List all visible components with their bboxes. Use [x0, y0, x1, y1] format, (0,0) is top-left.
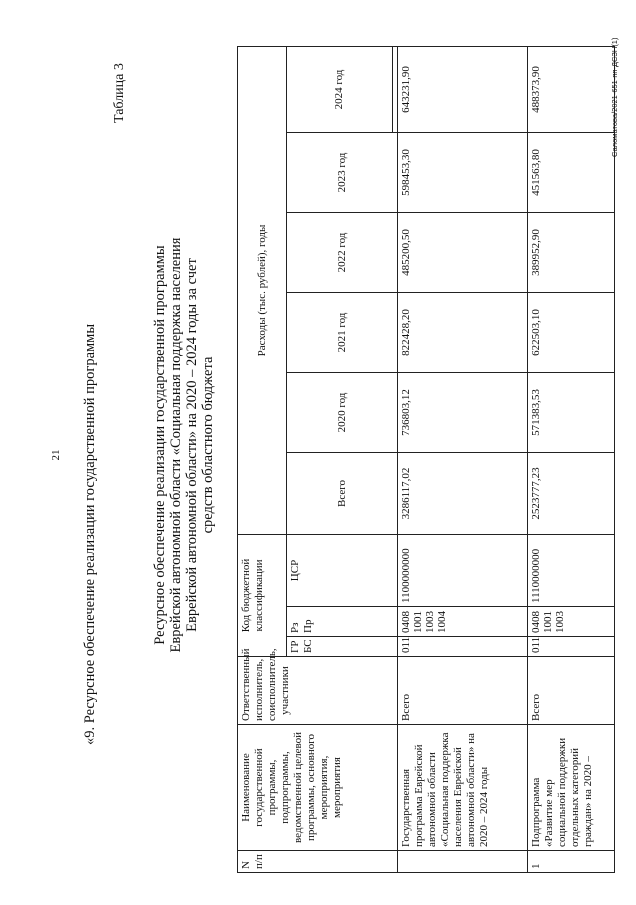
- table-row: [398, 46, 528, 872]
- row-2021: 822428,20: [398, 292, 528, 372]
- page-number: 21: [50, 449, 62, 461]
- header-rzpr: Рз Пр: [287, 607, 398, 637]
- row-2024: 488373,90: [528, 46, 615, 132]
- row-2021: 622503,10: [528, 292, 615, 372]
- header-name: Наименование государственной программы, подпрограммы, ведомственной целевой программы, основного мероприятия, мероприятия: [238, 725, 398, 851]
- header-executor: Ответственный исполнитель, соисполнитель, участники: [238, 657, 398, 725]
- row-2022: 389952,90: [528, 212, 615, 292]
- row-rzpr: [398, 607, 528, 637]
- row-csr: 1110000000: [528, 534, 615, 606]
- header-expenses: Расходы (тыс. рублей), годы: [238, 46, 287, 534]
- rzpr-code: 1001: [412, 611, 424, 633]
- rzpr-code: 0408: [400, 611, 412, 633]
- header-2023: 2023 год: [287, 132, 398, 212]
- row-csr: 1100000000: [398, 534, 528, 606]
- header-2020: 2020 год: [287, 372, 398, 452]
- table-title: Ресурсное обеспечение реализации государственной программы Еврейской автономной области «Социальная поддержка населения Еврейской автономной области» на 2020 – 2024 годы за счет средств областного бюджета: [152, 237, 216, 653]
- header-budget-code: Код бюджетной классификации: [238, 534, 287, 656]
- row-2020: 571383,53: [528, 372, 615, 452]
- row-name: Государственная программа Еврейской автономной области «Социальная поддержка населения Еврейской автономной области» на 2020 – 2024 годы: [398, 725, 528, 851]
- rzpr-code: 1003: [554, 611, 566, 633]
- rzpr-code: 1001: [542, 611, 554, 633]
- rzpr-code: 1004: [436, 611, 448, 633]
- row-grbs: 011: [398, 637, 528, 657]
- row-2023: 598453,30: [398, 132, 528, 212]
- row-2020: 736803,12: [398, 372, 528, 452]
- row-2022: 485200,50: [398, 212, 528, 292]
- rzpr-code: 0408: [530, 611, 542, 633]
- row-total: 3286117,02: [398, 452, 528, 534]
- table-row: [528, 46, 615, 872]
- rzpr-code: 1003: [424, 611, 436, 633]
- header-grbs: ГР БС: [287, 637, 398, 657]
- header-num: N п/п: [238, 851, 398, 873]
- row-2023: 451563,80: [528, 132, 615, 212]
- row-executor: Всего: [398, 657, 528, 725]
- row-num: 1: [528, 851, 615, 873]
- section-heading: «9. Ресурсное обеспечение реализации государственной программы: [82, 323, 98, 745]
- row-name: Подпрограмма «Развитие мер социальной поддержки отдельных категорий граждан» на 2020 –: [528, 725, 615, 851]
- row-2024: 643231,90: [398, 46, 528, 132]
- header-2024: 2024 год: [287, 46, 393, 132]
- header-total: Всего: [287, 452, 398, 534]
- header-csr: ЦСР: [287, 534, 398, 606]
- row-rzpr: [528, 607, 615, 637]
- row-num: [398, 851, 528, 873]
- table-label: Таблица 3: [112, 63, 127, 123]
- header-2021: 2021 год: [287, 292, 398, 372]
- header-row-1: [238, 46, 287, 872]
- row-grbs: 011: [528, 637, 615, 657]
- header-2022: 2022 год: [287, 212, 398, 292]
- row-executor: Всего: [528, 657, 615, 725]
- row-total: 2523777,23: [528, 452, 615, 534]
- resource-table: [237, 46, 615, 873]
- document-stamp: Саломатова/2021-651-пп-ДСЗН(1): [610, 37, 619, 157]
